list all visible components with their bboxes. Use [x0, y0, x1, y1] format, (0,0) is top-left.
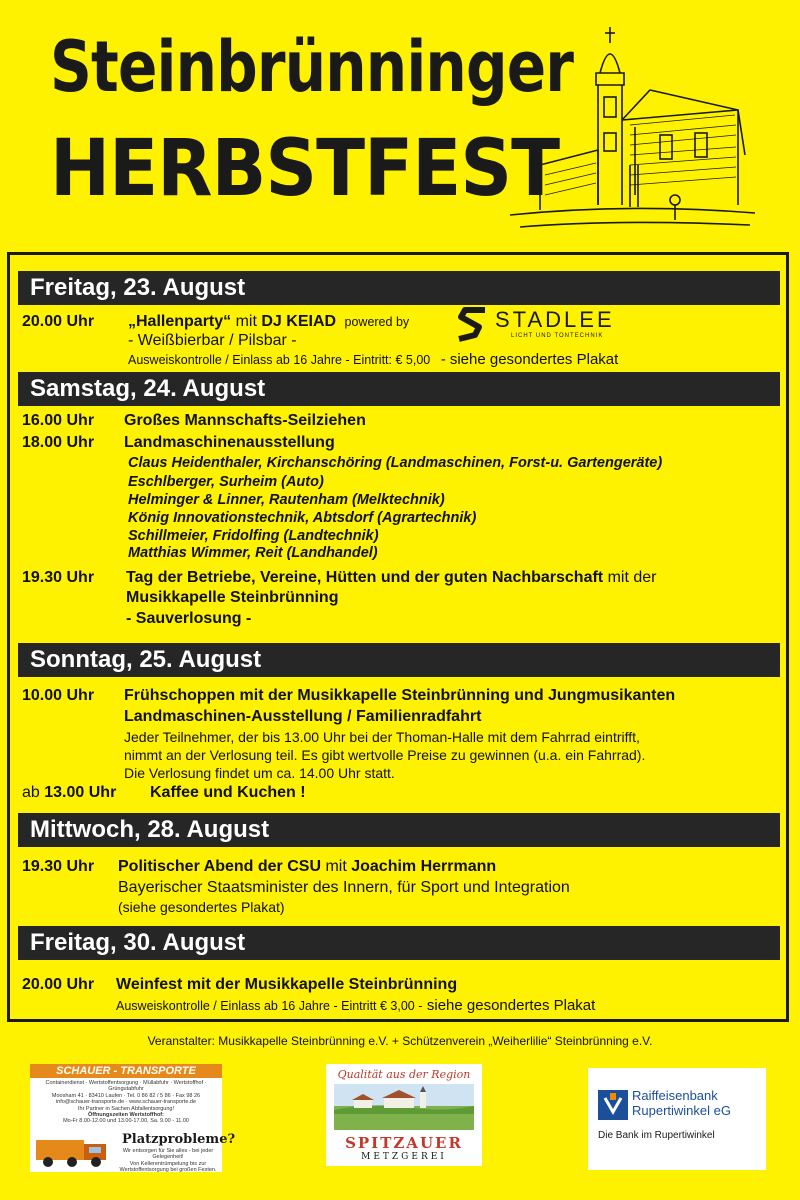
event-hallenparty [128, 312, 409, 332]
time-1300: 13.00 Uhr [44, 784, 117, 801]
see-poster-note: (siehe gesondertes Plakat) [118, 899, 285, 915]
exhibitor-item: Eschlberger, Surheim (Auto) [128, 474, 324, 490]
schauer-detail-line: Mo-Fr 8.00-12.00 und 13.00-17.00, Sa. 9.00 - 11.00 [63, 1118, 189, 1125]
day-header-saturday-24: Samstag, 24. August [18, 372, 780, 406]
friday-23-entry-line [128, 350, 618, 370]
time-friday-23: 20.00 Uhr [22, 313, 95, 330]
entry-info: Ausweiskontrolle / Einlass ab 16 Jahre - Eintritt € 3,00 - [116, 999, 423, 1013]
entry-info: Ausweiskontrolle / Einlass ab 16 Jahre - Eintritt: € 5,00 [128, 353, 431, 367]
time-sunday-2 [22, 783, 116, 802]
stadlee-logo [455, 305, 615, 345]
powered-by-label: powered by [344, 315, 410, 329]
organizer-line: Veranstalter: Musikkapelle Steinbrünning e.V. + Schützenverein „Weiherlilie“ Steinbrünning e.V. [147, 1034, 653, 1048]
mit-label: mit [235, 313, 257, 330]
day-header-sunday-25: Sonntag, 25. August [18, 643, 780, 677]
day-header-friday-30: Freitag, 30. August [18, 926, 780, 960]
raiffeisen-logo-icon [598, 1090, 628, 1120]
time-saturday-1: 16.00 Uhr [22, 412, 95, 429]
sauverlosung-label: - Sauverlosung - [126, 610, 252, 627]
friday-30-entry-line [116, 996, 595, 1016]
stadlee-sub: LICHT UND TONTECHNIK [511, 333, 604, 339]
event-weinfest: Weinfest mit der Musikkapelle Steinbrünning [116, 976, 458, 993]
stadlee-s-icon [455, 305, 495, 345]
sunday-desc-line1: Jeder Teilnehmer, der bis 13.00 Uhr bei der Thoman-Halle mit dem Fahrrad eintrifft, [124, 729, 640, 745]
exhibitor-item: Claus Heidenthaler, Kirchanschöring (Landmaschinen, Forst-u. Gartengeräte) [128, 455, 663, 471]
festival-title-line1: Steinbrünninger [50, 26, 574, 108]
time-saturday-3: 19.30 Uhr [22, 569, 95, 586]
exhibitor-item: König Innovationstechnik, Abtsdorf (Agrartechnik) [128, 510, 477, 526]
dj-name: DJ KEIAD [261, 313, 337, 330]
speaker-title: Bayerischer Staatsminister des Innern, für Sport und Integration [118, 879, 570, 896]
bank-slogan: Die Bank im Rupertiwinkel [598, 1130, 715, 1141]
event-tag-der-betriebe [126, 568, 657, 587]
weissbierbar-line: - Weißbierbar / Pilsbar - [128, 332, 297, 349]
schauer-detail-line: Öffnungszeiten Wertstoffhof: [88, 1112, 164, 1119]
mit-label: mit [325, 858, 347, 875]
time-saturday-2: 18.00 Uhr [22, 434, 95, 451]
sunday-desc-line2: nimmt an der Verlosung teil. Es gibt wertvolle Preise zu gewinnen (u.a. ein Fahrrad). [124, 747, 646, 763]
schauer-headline: Platzprobleme? [122, 1132, 236, 1147]
schauer-detail-line: Moosham 41 · 83410 Laufen · Tel. 0 86 82 / 5 86 · Fax 98 26 [51, 1092, 201, 1099]
bank-name-line2: Rupertiwinkel eG [632, 1103, 731, 1118]
politischer-abend-label: Politischer Abend der CSU [118, 858, 321, 875]
schauer-text [116, 1148, 220, 1174]
schauer-details [30, 1080, 222, 1125]
schauer-detail-line: Containerdienst · Wertstoffentsorgung · Müllabfuhr · Wertstoffhof · Grüngutabfuhr [45, 1080, 207, 1093]
time-sunday-1: 10.00 Uhr [22, 687, 95, 704]
ab-label: ab [22, 784, 40, 801]
spitzauer-sub: METZGEREI [361, 1152, 447, 1162]
time-friday-30: 20.00 Uhr [22, 976, 95, 993]
event-kaffee-kuchen: Kaffee und Kuchen ! [150, 784, 306, 801]
spitzauer-name: SPITZAUER [345, 1134, 463, 1152]
day-header-friday-23: Freitag, 23. August [18, 271, 780, 305]
sunday-desc-line3: Die Verlosung findet um ca. 14.00 Uhr statt. [124, 765, 395, 781]
schauer-transporte-ad [30, 1064, 236, 1174]
exhibitor-item: Matthias Wimmer, Reit (Landhandel) [128, 545, 378, 561]
bank-name-line1: Raiffeisenbank [632, 1088, 718, 1103]
truck-icon [34, 1130, 114, 1170]
event-landmaschinen: Landmaschinenausstellung [124, 434, 335, 451]
exhibitor-item: Schillmeier, Fridolfing (Landtechnik) [128, 528, 379, 544]
time-wednesday: 19.30 Uhr [22, 858, 95, 875]
schauer-text-line: Von Kellerentrümpelung bis zur Wertstoffentsorgung bei großen Festen. [119, 1160, 217, 1174]
spitzauer-tagline: Qualität aus der Region [337, 1068, 471, 1081]
festival-title-line2: HERBSTFEST [50, 124, 560, 214]
musikkapelle-label: Musikkapelle Steinbrünning [126, 589, 339, 606]
event-fruehschoppen: Frühschoppen mit der Musikkapelle Steinbrünning und Jungmusikanten [124, 687, 676, 704]
church-sketch-icon [500, 15, 760, 245]
exhibitor-item: Helminger & Linner, Rautenham (Melktechnik) [128, 492, 445, 508]
stadlee-name: STADLEE [495, 307, 615, 332]
day-header-wednesday-28: Mittwoch, 28. August [18, 813, 780, 847]
event-politischer-abend [118, 857, 496, 876]
mit-der-label: mit der [607, 569, 657, 586]
tag-der-betriebe-label: Tag der Betriebe, Vereine, Hütten und der guten Nachbarschaft [126, 569, 604, 586]
hallenparty-label: „Hallenparty“ [128, 313, 232, 330]
schauer-title: SCHAUER - TRANSPORTE [30, 1064, 222, 1078]
speaker-name: Joachim Herrmann [351, 858, 497, 875]
event-familienradfahrt: Landmaschinen-Ausstellung / Familienradfahrt [124, 708, 482, 725]
see-poster-note: siehe gesondertes Plakat [426, 997, 596, 1014]
schauer-detail-line: info@schauer-transporte.de · www.schauer-transporte.de [55, 1099, 197, 1106]
raiffeisenbank-ad [588, 1068, 766, 1170]
schauer-detail-line: Ihr Partner in Sachen Abfallentsorgung! [77, 1105, 174, 1112]
schauer-text-line: Wir entsorgen für Sie alles - bei jeder Gelegenheit! [122, 1148, 214, 1161]
see-poster-note: - siehe gesondertes Plakat [440, 351, 619, 368]
spitzauer-metzgerei-ad [326, 1064, 482, 1166]
event-seilziehen: Großes Mannschafts-Seilziehen [124, 412, 366, 429]
village-landscape-icon [334, 1084, 474, 1130]
